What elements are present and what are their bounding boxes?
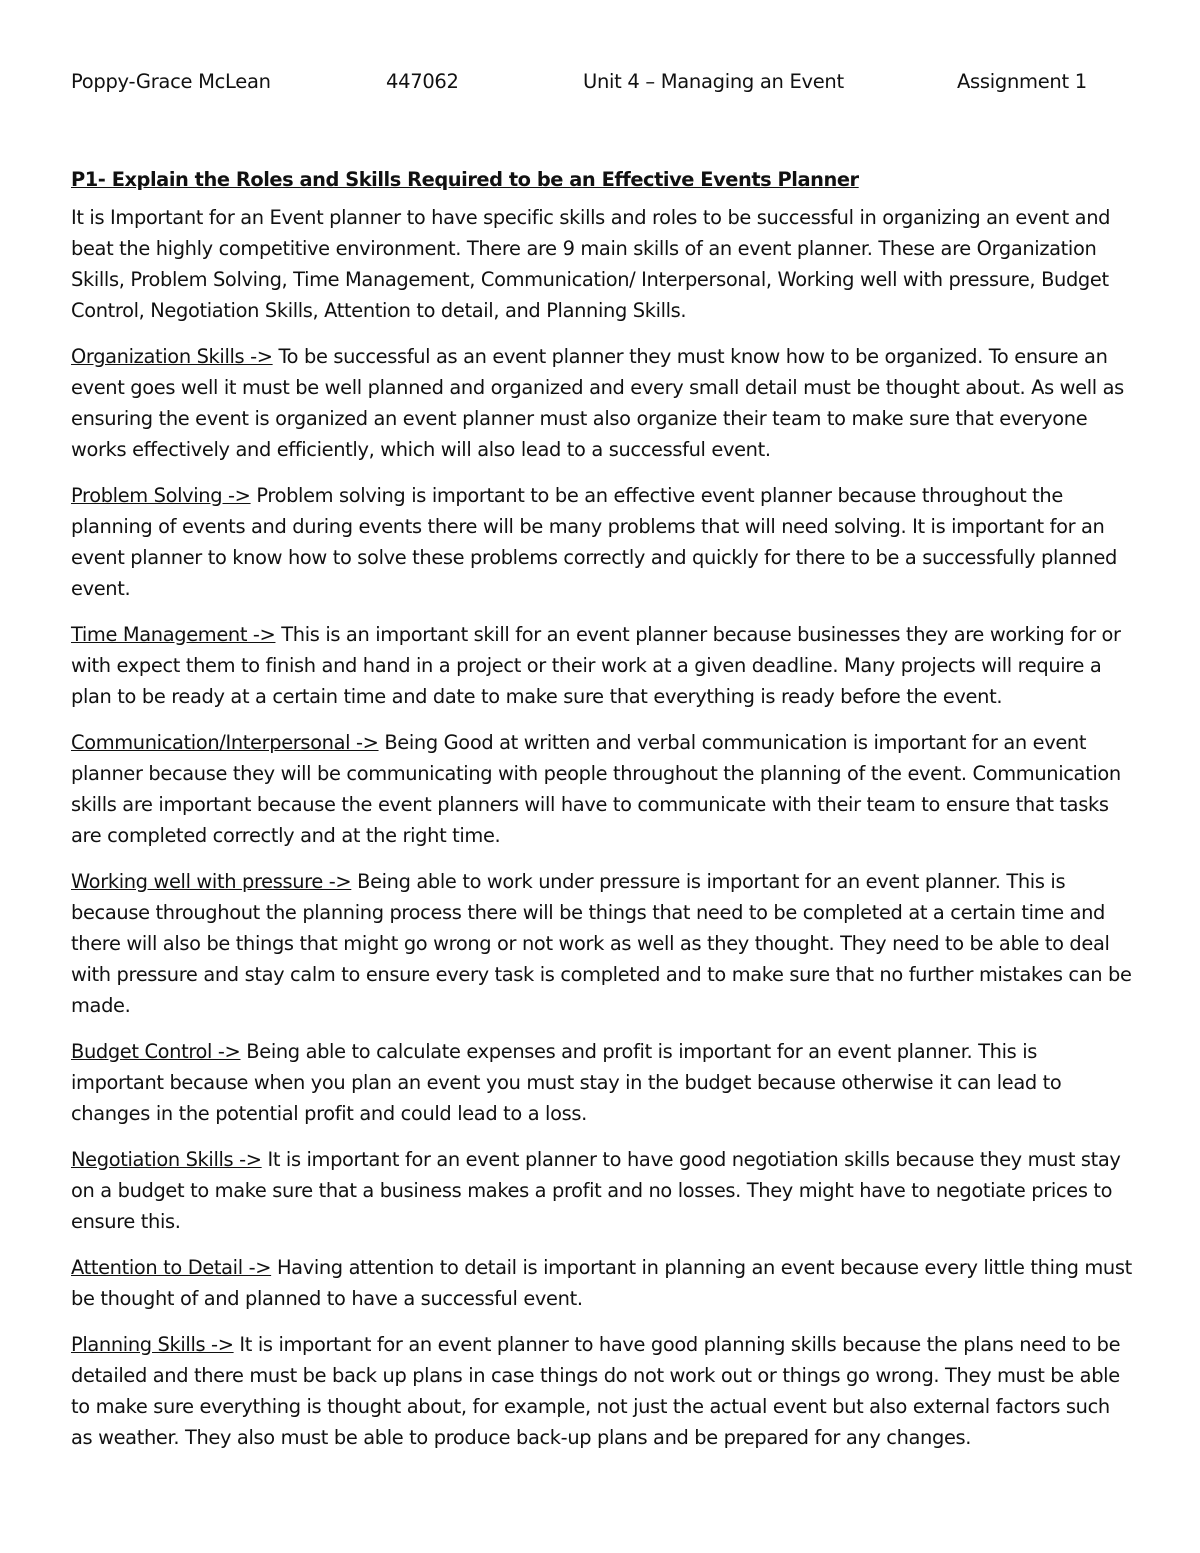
skill-paragraph-communication bbox=[71, 727, 1133, 851]
student-id: 447062 bbox=[386, 70, 459, 93]
skill-paragraph-negotiation bbox=[71, 1144, 1133, 1237]
skill-text: To be successful as an event planner they must know how to be organized. To ensure an event goes well it must be well planned and organized and every small detail must be thought about. As well as ensuring the event is organized an event planner must also organize their team to make sure that everyone works effectively and efficiently, which will also lead to a successful event. bbox=[71, 345, 1124, 461]
skill-paragraph-time-management bbox=[71, 619, 1133, 712]
skill-paragraph-pressure bbox=[71, 866, 1133, 1021]
skill-label: Planning Skills -> bbox=[71, 1333, 234, 1356]
skill-text: This is an important skill for an event planner because businesses they are working for or with expect them to finish and hand in a project or their work at a given deadline. Many projects will require a plan to be ready at a certain time and date to make sure that everything is ready before the event. bbox=[71, 623, 1121, 708]
document-body bbox=[71, 164, 1133, 1468]
skill-text: It is important for an event planner to have good planning skills because the plans need to be detailed and there must be back up plans in case things do not work out or things go wrong. They must be able to make sure everything is thought about, for example, not just the actual event but also external factors such as weather. They also must be able to produce back-up plans and be prepared for any changes. bbox=[71, 1333, 1121, 1449]
author-name: Poppy-Grace McLean bbox=[71, 70, 271, 93]
section-heading: P1- Explain the Roles and Skills Required to be an Effective Events Planner bbox=[71, 168, 859, 191]
unit-title: Unit 4 – Managing an Event bbox=[583, 70, 844, 93]
skill-paragraph-attention-to-detail bbox=[71, 1252, 1133, 1314]
skill-paragraph-organization bbox=[71, 341, 1133, 465]
skill-paragraph-budget-control bbox=[71, 1036, 1133, 1129]
skill-label: Working well with pressure -> bbox=[71, 870, 352, 893]
page-header bbox=[71, 70, 1131, 100]
skill-label: Organization Skills -> bbox=[71, 345, 273, 368]
skill-paragraph-planning bbox=[71, 1329, 1133, 1453]
skill-label: Negotiation Skills -> bbox=[71, 1148, 262, 1171]
skill-text: Being able to calculate expenses and profit is important for an event planner. This is important because when you plan an event you must stay in the budget because otherwise it can lead to changes in the potential profit and could lead to a loss. bbox=[71, 1040, 1062, 1125]
skill-text: Being Good at written and verbal communication is important for an event planner because they will be communicating with people throughout the planning of the event. Communication skills are important because the event planners will have to communicate with their team to ensure that tasks are completed correctly and at the right time. bbox=[71, 731, 1121, 847]
skill-label: Budget Control -> bbox=[71, 1040, 241, 1063]
skill-label: Time Management -> bbox=[71, 623, 276, 646]
skill-label: Attention to Detail -> bbox=[71, 1256, 272, 1279]
skill-text: It is important for an event planner to have good negotiation skills because they must stay on a budget to make sure that a business makes a profit and no losses. They might have to negotiate prices to ensure this. bbox=[71, 1148, 1121, 1233]
skill-paragraph-problem-solving bbox=[71, 480, 1133, 604]
skill-text: Having attention to detail is important in planning an event because every little thing must be thought of and planned to have a successful event. bbox=[71, 1256, 1132, 1310]
skill-label: Communication/Interpersonal -> bbox=[71, 731, 379, 754]
skill-text: Being able to work under pressure is important for an event planner. This is because throughout the planning process there will be things that need to be completed at a certain time and there will also be things that might go wrong or not work as well as they thought. They need to be able to deal with pressure and stay calm to ensure every task is completed and to make sure that no further mistakes can be made. bbox=[71, 870, 1132, 1017]
intro-paragraph: It is Important for an Event planner to have specific skills and roles to be successful in organizing an event and beat the highly competitive environment. There are 9 main skills of an event planner. These are Organization Skills, Problem Solving, Time Management, Communication/ Interpersonal, Working well with pressure, Budget Control, Negotiation Skills, Attention to detail, and Planning Skills. bbox=[71, 206, 1111, 322]
skill-label: Problem Solving -> bbox=[71, 484, 251, 507]
skill-text: Problem solving is important to be an effective event planner because throughout the planning of events and during events there will be many problems that will need solving. It is important for an event planner to know how to solve these problems correctly and quickly for there to be a successfully planned event. bbox=[71, 484, 1118, 600]
assignment-label: Assignment 1 bbox=[957, 70, 1087, 93]
